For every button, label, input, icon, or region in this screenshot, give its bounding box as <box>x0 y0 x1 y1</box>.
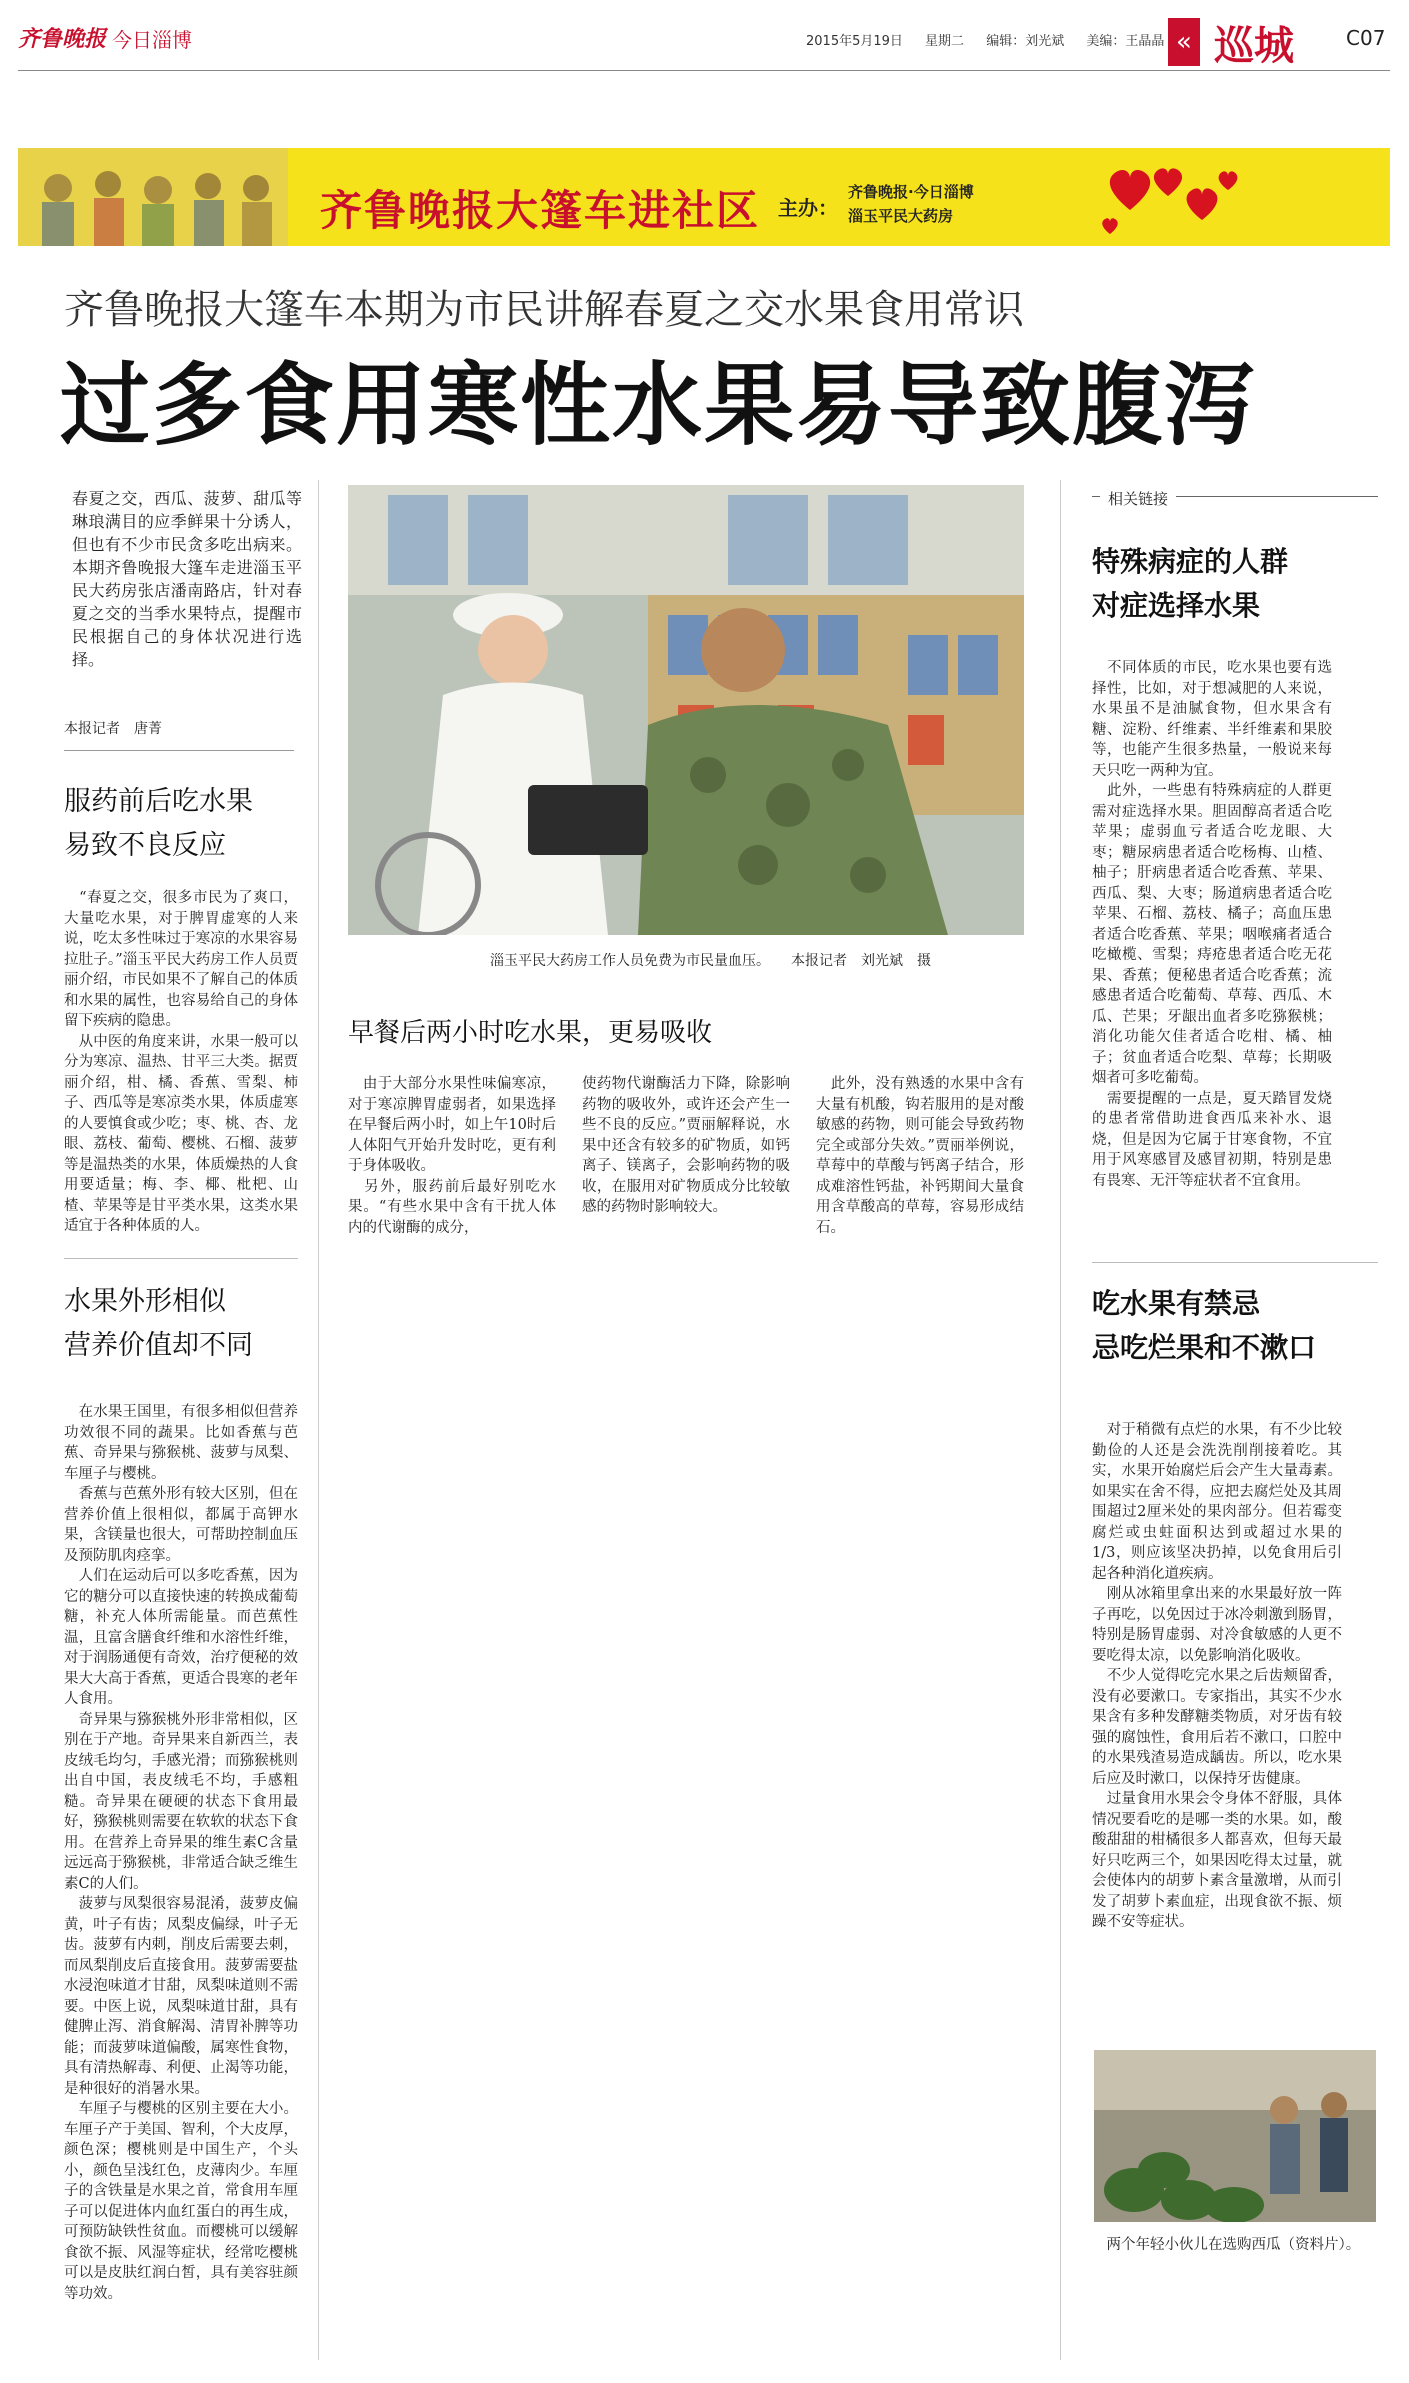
section-heading-2: 水果外形相似 营养价值却不同 <box>64 1286 253 1361</box>
section-body-1: “春夏之交，很多市民为了爽口，大量吃水果，对于脾胃虚寒的人来说，吃太多性味过于寒凉的水果容易拉肚子。”淄玉平民大药房工作人员贾丽介绍，市民如果不了解自己的体质和水果的属性，也容易给自己的身体留下疾病的隐患。 从中医的角度来讲，水果一般可以分为寒凉、温热、甘平三大类。据贾丽介绍，柑、橘、香蕉、雪梨、柿子、西瓜等是寒凉类水果，体质虚寒的人要慎食或少吃；枣、桃、杏、龙眼、荔枝、葡萄、樱桃、石榴、菠萝等是温热类的水果，体质燥热的人食用要适量；梅、李、椰、枇杷、山楂、苹果等是甘平类水果，这类水果适宜于各种体质的人。 <box>64 890 298 1234</box>
issue-date: 2015年5月19日 <box>806 34 903 49</box>
side-photo-caption: 两个年轻小伙儿在选购西瓜（资料片）。 <box>1092 2237 1361 2253</box>
sidebar-body-2: 对于稍微有点烂的水果，有不少比较勤俭的人还是会洗洗削削接着吃。其实，水果开始腐烂后会产生大量毒素。如果实在舍不得，应把去腐烂处及其周围超过2厘米处的果肉部分。但若霉变腐烂或虫蛀面积达到或超过水果的1/3，则应该坚决扔掉，以免食用后引起各种消化道疾病。 刚从冰箱里拿出来的水果最好放一阵子再吃，以免因过于冰冷刺激到肠胃，特别是肠胃虚弱、对冷食敏感的人更不要吃得太凉，以免影响消化吸收。 不少人觉得吃完水果之后齿颊留香，没有必要漱口。专家指出，其实不少水果含有多种发酵糖类物质，对牙齿有较强的腐蚀性，食用后若不漱口，口腔中的水果残渣易造成龋齿。所以，吃水果后应及时漱口，以保持牙齿健康。 过量食用水果会令身体不舒服，具体情况要看吃的是哪一类的水果。如，酸酸甜甜的柑橘很多人都喜欢，但每天最好只吃两三个，如果因吃得太过量，就会使体内的胡萝卜素含量激增，从而引发了胡萝卜素血症，出现食欲不振、烦躁不安等症状。 <box>1092 1422 1342 1930</box>
masthead-rule <box>18 70 1390 71</box>
sidebar-divider <box>1092 1262 1378 1263</box>
banner-title: 齐鲁晚报大篷车进社区 <box>320 186 761 235</box>
article-headline: 过多食用寒性水果易导致腹泻 <box>60 353 1256 458</box>
column-divider-left <box>318 480 319 2360</box>
banner-hosts: 齐鲁晚报·今日淄博 淄玉平民大药房 <box>848 183 974 225</box>
section-body-3-col-2: 使药物代谢酶活力下降，除影响药物的吸收外，或许还会产生一些不良的反应。”贾丽解释说，水果中还含有较多的矿物质，如钙离子、镁离子，会影响药物的吸收，在服用对矿物质成分比较敏感的药物时影响较大。 <box>582 1076 790 1215</box>
issue-weekday: 星期二 <box>925 34 965 49</box>
page-number: C07 <box>1346 26 1386 50</box>
banner-photo <box>18 148 288 246</box>
section-heading-3: 早餐后两小时吃水果，更易吸收 <box>348 1018 713 1048</box>
hearts-decoration-icon <box>1090 150 1250 246</box>
newspaper-sub-logo: 今日淄博 <box>112 28 192 52</box>
sidebar-body-1: 不同体质的市民，吃水果也要有选择性，比如，对于想减肥的人来说，水果虽不是油腻食物，但水果含有糖、淀粉、纤维素、半纤维素和果胶等，也能产生很多热量，一般说来每天只吃一两种为宜。 此外，一些患有特殊病症的人群更需对症选择水果。胆固醇高者适合吃苹果；虚弱血亏者适合吃龙眼、大枣；糖尿病患者适合吃杨梅、山楂、柚子；肝病患者适合吃香蕉、苹果、西瓜、梨、大枣；肠道病患者适合吃苹果、石榴、荔枝、橘子；高血压患者适合吃香蕉、苹果；咽喉痛者适合吃橄榄、雪梨；痔疮患者适合吃无花果、香蕉；便秘患者适合吃香蕉；流感患者适合吃葡萄、草莓、西瓜、木瓜、芒果；牙龈出血者多吃猕猴桃；消化功能欠佳者适合吃柑、橘、柚子；贫血者适合吃梨、草莓；长期吸烟者可多吃葡萄。 需要提醒的一点是，夏天踏冒发烧的患者常借助进食西瓜来补水、退烧，但是因为它属于甘寒食物，不宜用于风寒感冒及感冒初期，特别是患有畏寒、无汗等症状者不宜食用。 <box>1092 660 1332 1189</box>
photo-caption: 淄玉平民大药房工作人员免费为市民量血压。 本报记者 刘光斌 摄 <box>490 953 931 969</box>
article-subtitle: 齐鲁晚报大篷车本期为市民讲解春夏之交水果食用常识 <box>64 287 1024 333</box>
pharmacy-photo <box>348 485 1024 935</box>
watermelon-photo <box>1094 2050 1376 2222</box>
newspaper-logo: 齐鲁晚报 <box>18 26 107 52</box>
column-divider-right <box>1060 480 1061 2360</box>
section-arrow-icon: « <box>1168 18 1200 66</box>
section-divider <box>64 1258 298 1259</box>
editor-credit: 编辑：刘光斌 <box>986 34 1065 49</box>
issue-meta <box>806 30 1182 49</box>
lead-paragraph: 春夏之交，西瓜、菠萝、甜瓜等琳琅满目的应季鲜果十分诱人，但也有不少市民贪多吃出病来。本期齐鲁晚报大篷车走进淄玉平民大药房张店潘南路店，针对春夏之交的当季水果特点，提醒市民根据自己的身体状况进行选择。 <box>72 489 302 669</box>
section-name: 巡城 <box>1214 23 1294 69</box>
related-link-tag: 相关链接 <box>1100 488 1176 509</box>
section-heading-1: 服药前后吃水果 易致不良反应 <box>64 786 253 861</box>
byline: 本报记者 唐菁 <box>64 721 162 737</box>
sidebar-heading-1: 特殊病症的人群 对症选择水果 <box>1092 545 1289 622</box>
banner-host-label: 主办： <box>778 196 838 220</box>
designer-credit: 美编：王晶晶 <box>1086 34 1165 49</box>
byline-rule <box>64 750 294 751</box>
section-body-3-col-3: 此外，没有熟透的水果中含有大量有机酸，钩若服用的是对酸敏感的药物，则可能会导致药物完全或部分失效。”贾丽举例说，草莓中的草酸与钙离子结合，形成难溶性钙盐，补钙期间大量食用含草酸高的草莓，容易形成结石。 <box>816 1076 1024 1236</box>
section-body-2: 在水果王国里，有很多相似但营养功效很不同的蔬果。比如香蕉与芭蕉、奇异果与猕猴桃、菠萝与凤梨、车厘子与樱桃。 香蕉与芭蕉外形有较大区别，但在营养价值上很相似，都属于高钾水果，含镁量也很大，可帮助控制血压及预防肌肉痉挛。 人们在运动后可以多吃香蕉，因为它的糖分可以直接快速的转换成葡萄糖，补充人体所需能量。而芭蕉性温，且富含膳食纤维和水溶性纤维，对于润肠通便有奇效，治疗便秘的效果大大高于香蕉，更适合畏寒的老年人食用。 奇异果与猕猴桃外形非常相似，区别在于产地。奇异果来自新西兰，表皮绒毛均匀，手感光滑；而猕猴桃则出自中国，表皮绒毛不均，手感粗糙。奇异果在硬硬的状态下食用最好，猕猴桃则需要在软软的状态下食用。在营养上奇异果的维生素C含量远远高于猕猴桃，非常适合缺乏维生素C的人们。 菠萝与凤梨很容易混淆，菠萝皮偏黄，叶子有齿；凤梨皮偏绿，叶子无齿。菠萝有内刺，削皮后需要去刺，而凤梨削皮后直接食用。菠萝需要盐水浸泡味道才甘甜，凤梨味道则不需要。中医上说，凤梨味道甘甜，具有健脾止泻、消食解渴、清胃补脾等功能；而菠萝味道偏酸，属寒性食物，具有清热解毒、利便、止渴等功能，是种很好的消暑水果。 车厘子与樱桃的区别主要在大小。车厘子产于美国、智利，个大皮厚，颜色深；樱桃则是中国生产，个头小，颜色呈浅红色，皮薄肉少。车厘子的含铁量是水果之首，常食用车厘子可以促进体内血红蛋白的再生成，可预防缺铁性贫血。而樱桃可以缓解食欲不振、风湿等症状，经常吃樱桃可以是皮肤红润白皙，具有美容驻颜等功效。 <box>64 1404 298 2302</box>
sidebar-heading-2: 吃水果有禁忌 忌吃烂果和不漱口 <box>1092 1287 1317 1364</box>
section-body-3-col-1: 由于大部分水果性味偏寒凉，对于寒凉脾胃虚弱者，如果选择在早餐后两小时，如上午10时后人体阳气开始升发时吃，更有利于身体吸收。 另外，服药前后最好别吃水果。“有些水果中含有干扰人体内的代谢酶的成分， <box>348 1076 556 1236</box>
